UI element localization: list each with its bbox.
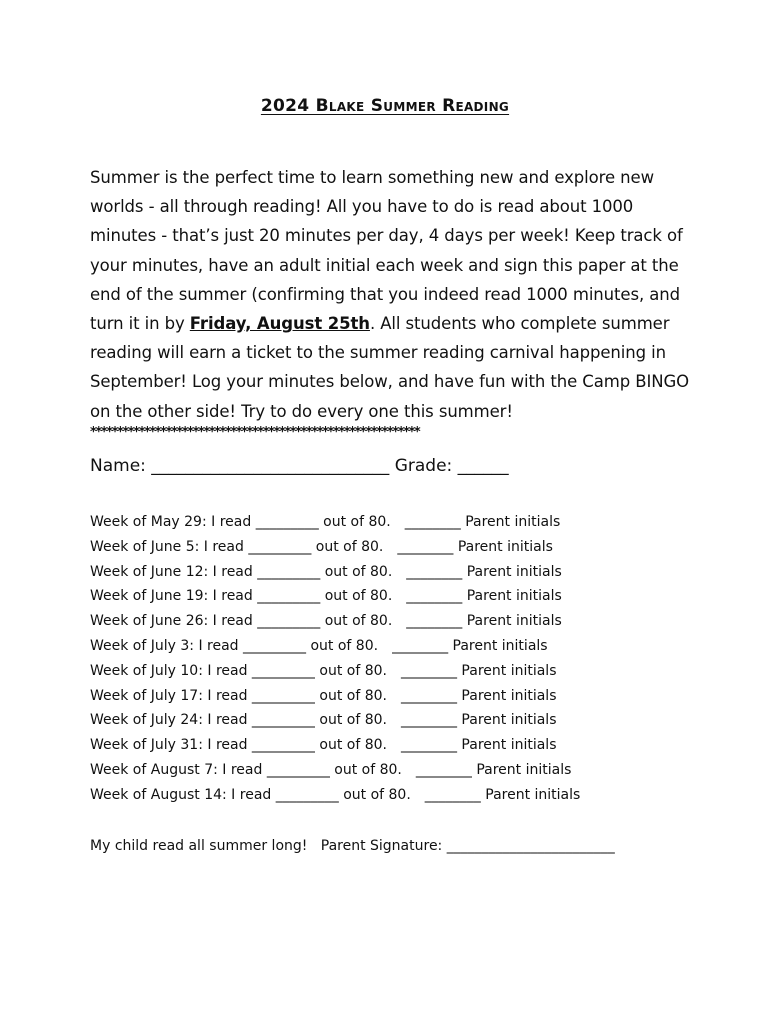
week-label: Week of May 29: I read [90,514,252,530]
initials-label: Parent initials [466,613,562,630]
week-label: Week of August 7: I read [90,761,263,778]
minutes-blank[interactable]: _________ [266,761,330,778]
signature-row [90,834,710,858]
out-of-text: out of 80. [334,761,402,778]
name-grade-row [90,452,690,480]
week-label: Week of July 31: I read [90,737,248,754]
separator-line: ************************************************************* [90,425,420,440]
intro-text-continued: . All students who complete summer reading will earn a ticket to the summer reading carnival happening in September! Log your minutes below, and have fun with the Camp BINGO on the other side! Try to do every one this summer! [90,314,690,421]
out-of-text: out of 80. [343,786,411,803]
signature-statement: My child read all summer long! [90,838,308,854]
initials-label: Parent initials [461,687,557,704]
initials-label: Parent initials [465,514,561,530]
week-label: Week of June 12: I read [90,563,253,580]
grade-blank[interactable]: ______ [457,456,509,476]
initials-label: Parent initials [461,737,557,754]
initials-label: Parent initials [466,588,562,605]
initials-label: Parent initials [452,637,548,654]
week-label: Week of July 17: I read [90,687,248,704]
week-row [90,733,710,758]
minutes-blank[interactable]: _________ [251,712,315,729]
minutes-blank[interactable]: _________ [275,786,339,803]
week-row [90,609,710,634]
page-title: 2024 Blake Summer Reading [260,96,510,116]
minutes-blank[interactable]: _________ [251,737,315,754]
minutes-blank[interactable]: _________ [257,613,321,630]
out-of-text: out of 80. [310,637,379,654]
due-date: Friday, August 25th [189,314,370,334]
initials-blank[interactable]: ________ [400,737,457,754]
intro-text: Summer is the perfect time to learn something new and explore new worlds - all through reading! All you have to do is read about 1000 minutes - that’s just 20 minutes per day, 4 days per week! Keep track of your minutes, have an adult initial each week and sign this paper at the end of the summer (confirming that you indeed read 1000 minutes, and turn it in by [90,168,683,334]
initials-label: Parent initials [461,712,557,729]
initials-blank[interactable]: ________ [406,588,463,605]
week-row [90,783,710,808]
signature-label: Parent Signature: [320,838,443,854]
week-label: Week of July 3: I read [90,637,239,654]
minutes-blank[interactable]: _________ [248,538,312,555]
initials-blank[interactable]: ________ [424,786,481,803]
initials-label: Parent initials [466,563,562,580]
name-label: Name: [90,456,146,476]
initials-blank[interactable]: ________ [400,687,457,704]
week-row [90,535,710,560]
minutes-blank[interactable]: _________ [251,662,315,679]
initials-blank[interactable]: ________ [406,613,463,630]
minutes-blank[interactable]: _________ [243,637,307,654]
grade-label: Grade: [394,456,453,476]
out-of-text: out of 80. [319,737,387,754]
initials-label: Parent initials [485,786,581,803]
out-of-text: out of 80. [324,563,393,580]
week-row [90,584,710,609]
initials-blank[interactable]: ________ [400,712,457,729]
week-label: Week of August 14: I read [90,786,272,803]
week-row [90,758,710,783]
minutes-blank[interactable]: _________ [257,563,321,580]
week-label: Week of June 26: I read [90,613,253,630]
week-row [90,560,710,585]
minutes-blank[interactable]: _________ [251,687,315,704]
initials-blank[interactable]: ________ [415,761,472,778]
week-label: Week of June 19: I read [90,588,253,605]
week-label: Week of July 24: I read [90,712,248,729]
out-of-text: out of 80. [319,662,387,679]
week-row [90,510,710,535]
week-row [90,659,710,684]
out-of-text: out of 80. [323,514,391,530]
initials-blank[interactable]: ________ [397,538,454,555]
week-row [90,634,710,659]
intro-paragraph [90,163,690,426]
initials-blank[interactable]: ________ [404,514,461,530]
out-of-text: out of 80. [315,538,384,555]
initials-blank[interactable]: ________ [392,637,449,654]
name-blank[interactable]: ____________________________ [151,456,390,476]
week-label: Week of July 10: I read [90,662,248,679]
initials-label: Parent initials [476,761,572,778]
initials-blank[interactable]: ________ [406,563,463,580]
weekly-log [90,510,710,808]
out-of-text: out of 80. [319,712,387,729]
out-of-text: out of 80. [319,687,387,704]
minutes-blank[interactable]: _________ [257,588,321,605]
signature-blank[interactable]: ________________________ [446,838,615,854]
initials-label: Parent initials [457,538,553,555]
initials-blank[interactable]: ________ [400,662,457,679]
out-of-text: out of 80. [324,588,393,605]
minutes-blank[interactable]: _________ [255,514,319,530]
week-label: Week of June 5: I read [90,538,244,555]
out-of-text: out of 80. [324,613,393,630]
initials-label: Parent initials [461,662,557,679]
week-row [90,684,710,709]
week-row [90,708,710,733]
